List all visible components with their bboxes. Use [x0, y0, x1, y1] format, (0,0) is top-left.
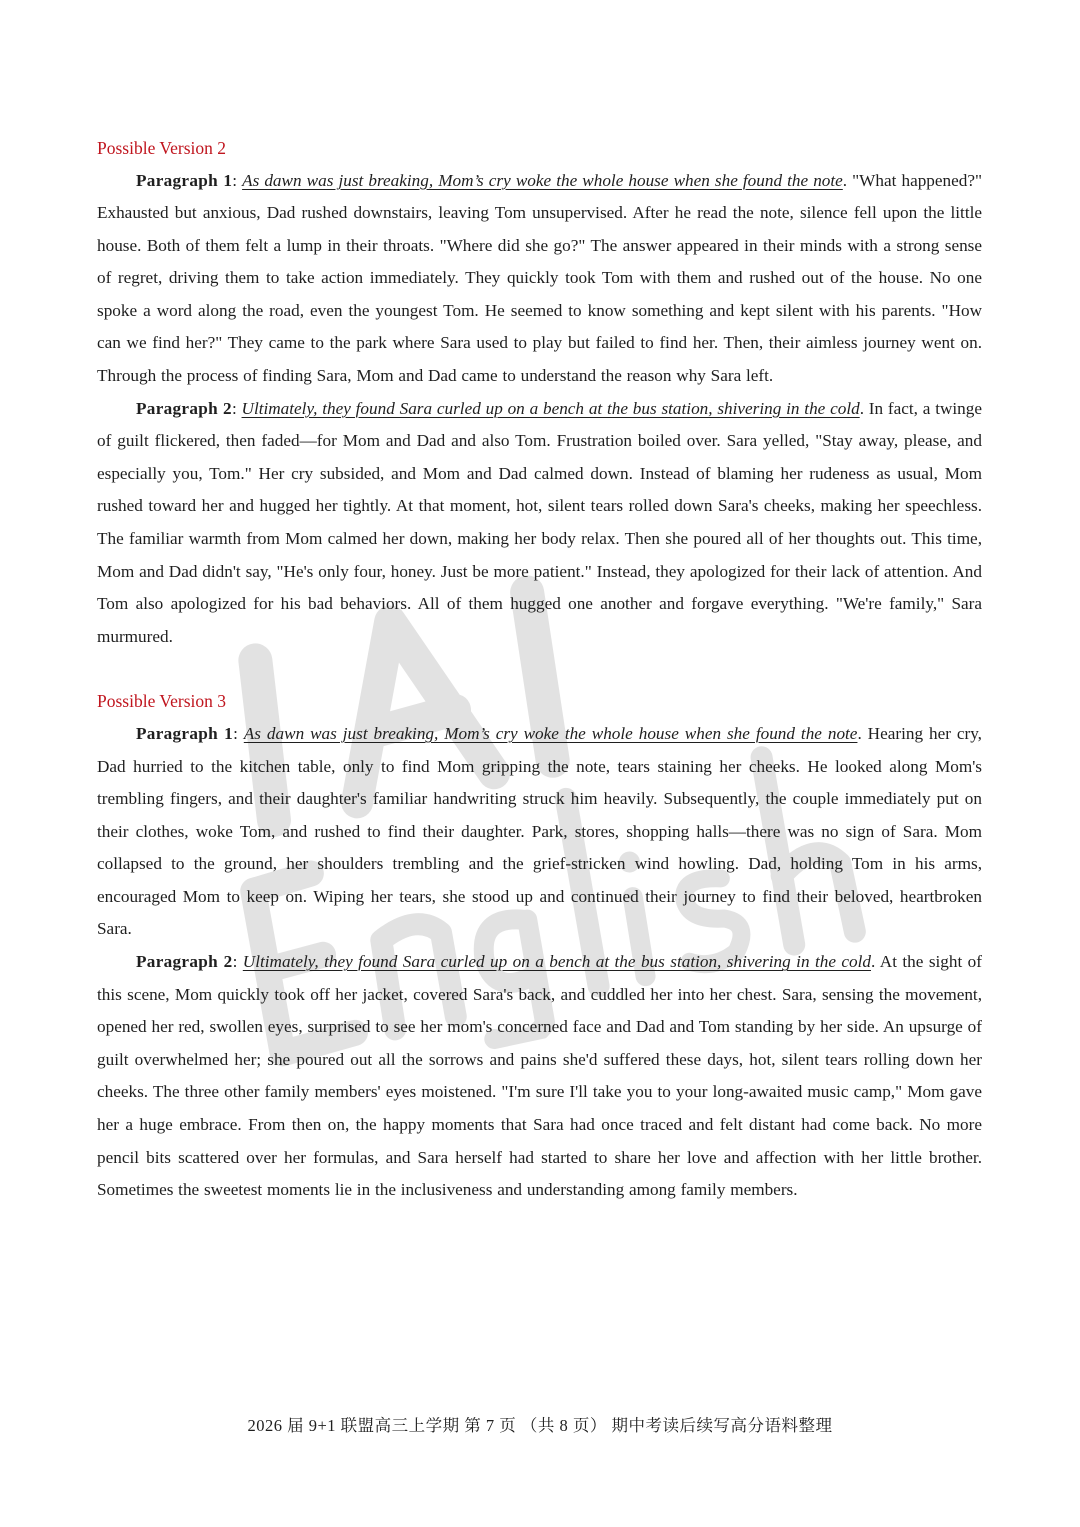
given-opening-sentence: Ultimately, they found Sara curled up on a bench at the bus station, shivering in the cold [241, 398, 860, 418]
version-2-paragraph-1: Paragraph 1: As dawn was just breaking, Mom’s cry woke the whole house when she found the note. "What happened?" Exhausted but anxious, Dad rushed downstairs, leaving Tom unsupervised. After he read the note, silence fell upon the little house. Both of them felt a lump in their throats. "Where did she go?" The answer appeared in their minds with a strong sense of regret, driving them to take action immediately. They quickly took Tom with them and rushed out of the house. No one spoke a word along the road, even the youngest Tom. He seemed to know something and kept silent with his parents. "How can we find her?" They came to the park where Sara used to play but failed to find her. Then, their aimless journey went on. Through the process of finding Sara, Mom and Dad came to understand the reason why Sara left. [97, 170, 982, 386]
paragraph-label: Paragraph 1 [136, 170, 233, 190]
version-2-section [97, 132, 982, 653]
paragraph-label: Paragraph 2 [136, 952, 233, 972]
version-3-paragraph-1: Paragraph 1: As dawn was just breaking, Mom’s cry woke the whole house when she found the note. Hearing her cry, Dad hurried to the kitchen table, only to find Mom gripping the note, tears staining her cheeks. He looked along Mom's trembling fingers, and their daughter's familiar handwriting struck him heavily. Subsequently, the couple immediately put on their clothes, woke Tom, and rushed to find their daughter. Park, stores, shopping halls—there was no sign of Sara. Mom collapsed to the ground, her shoulders trembling and the grief-stricken wind howling. Dad, holding Tom in his arms, encouraged Mom to keep on. Wiping her tears, she stood up and continued their journey to find their beloved, heartbroken Sara. [97, 723, 982, 939]
given-opening-sentence: As dawn was just breaking, Mom’s cry woke the whole house when she found the note [242, 170, 843, 190]
paragraph-label: Paragraph 1 [136, 723, 234, 743]
paragraph-body-text: . In fact, a twinge of guilt flickered, then faded—for Mom and Dad and also Tom. Frustration boiled over. Sara yelled, "Stay away, please, and especially you, Tom." Her cry subsided, and Mom and Dad calmed down. Instead of blaming her rudeness as usual, Mom rushed toward her and hugged her tightly. At that moment, hot, silent tears rolled down Sara's cheeks, making her speechless. The familiar warmth from Mom calmed her down, making her body relax. Then she poured all of her thoughts out. This time, Mom and Dad didn't say, "He's only four, honey. Just be more patient." Instead, they apologized for their lack of attention. And Tom also apologized for his bad behaviors. All of them hugged one another and forgave everything. "We're family," Sara murmured. [97, 398, 982, 646]
paragraph-body-text: . At the sight of this scene, Mom quickly took off her jacket, covered Sara's back, and cuddled her into her chest. Sara, sensing the movement, opened her red, swollen eyes, surprised to see her mom's concerned face and Dad and Tom standing by her side. An upsurge of guilt overwhelmed her; she poured out all the sorrows and pains she'd suffered these days, hot, silent tears rolling down her cheeks. The three other family members' eyes moistened. "I'm sure I'll take you to your long-awaited music camp," Mom gave her a huge embrace. From then on, the happy moments that Sara had once traced and felt distant had come back. No more pencil bits scattered over her formulas, and Sara herself had started to share her love and affection with her little brother. Sometimes the sweetest moments lie in the inclusiveness and understanding among family members. [97, 952, 982, 1200]
given-opening-sentence: As dawn was just breaking, Mom’s cry woke the whole house when she found the note [243, 723, 858, 743]
paragraph-body-text: . Hearing her cry, Dad hurried to the kitchen table, only to find Mom gripping the note, tears staining her cheeks. He looked along Mom's trembling fingers, and their daughter's familiar handwriting struck him heavily. Subsequently, the couple immediately put on their clothes, woke Tom, and rushed to find their daughter. Park, stores, shopping halls—there was no sign of Sara. Mom collapsed to the ground, her shoulders trembling and the grief-stricken wind howling. Dad, holding Tom in his arms, encouraged Mom to keep on. Wiping her tears, she stood up and continued their journey to find their beloved, heartbroken Sara. [97, 723, 982, 939]
page-footer: 2026 届 9+1 联盟高三上学期 第 7 页 （共 8 页） 期中考读后续写高分语料整理 [247, 1416, 833, 1435]
version-3-title: Possible Version 3 [97, 691, 226, 712]
paragraph-label: Paragraph 2 [136, 398, 232, 418]
version-2-paragraph-2: Paragraph 2: Ultimately, they found Sara curled up on a bench at the bus station, shivering in the cold. In fact, a twinge of guilt flickered, then faded—for Mom and Dad and also Tom. Frustration boiled over. Sara yelled, "Stay away, please, and especially you, Tom." Her cry subsided, and Mom and Dad calmed down. Instead of blaming her rudeness as usual, Mom rushed toward her and hugged her tightly. At that moment, hot, silent tears rolled down Sara's cheeks, making her speechless. The familiar warmth from Mom calmed her down, making her body relax. Then she poured all of her thoughts out. This time, Mom and Dad didn't say, "He's only four, honey. Just be more patient." Instead, they apologized for their lack of attention. And Tom also apologized for his bad behaviors. All of them hugged one another and forgave everything. "We're family," Sara murmured. [97, 398, 982, 646]
version-3-paragraph-2: Paragraph 2: Ultimately, they found Sara curled up on a bench at the bus station, shivering in the cold. At the sight of this scene, Mom quickly took off her jacket, covered Sara's back, and cuddled her into her chest. Sara, sensing the movement, opened her red, swollen eyes, surprised to see her mom's concerned face and Dad and Tom standing by her side. An upsurge of guilt overwhelmed her; she poured out all the sorrows and pains she'd suffered these days, hot, silent tears rolling down her cheeks. The three other family members' eyes moistened. "I'm sure I'll take you to your long-awaited music camp," Mom gave her a huge embrace. From then on, the happy moments that Sara had once traced and felt distant had come back. No more pencil bits scattered over her formulas, and Sara herself had started to share her love and affection with her little brother. Sometimes the sweetest moments lie in the inclusiveness and understanding among family members. [97, 952, 982, 1200]
paragraph-body-text: . "What happened?" Exhausted but anxious, Dad rushed downstairs, leaving Tom unsupervised. After he read the note, silence fell upon the little house. Both of them felt a lump in their throats. "Where did she go?" The answer appeared in their minds with a strong sense of regret, driving them to take action immediately. They quickly took Tom with them and rushed out of the house. No one spoke a word along the road, even the youngest Tom. He seemed to know something and kept silent with his parents. "How can we find her?" They came to the park where Sara used to play but failed to find her. Then, their aimless journey went on. Through the process of finding Sara, Mom and Dad came to understand the reason why Sara left. [97, 170, 982, 386]
document-body [97, 132, 982, 1239]
given-opening-sentence: Ultimately, they found Sara curled up on a bench at the bus station, shivering in the cold [242, 952, 871, 972]
version-3-section [97, 685, 982, 1206]
version-2-title: Possible Version 2 [97, 138, 226, 158]
